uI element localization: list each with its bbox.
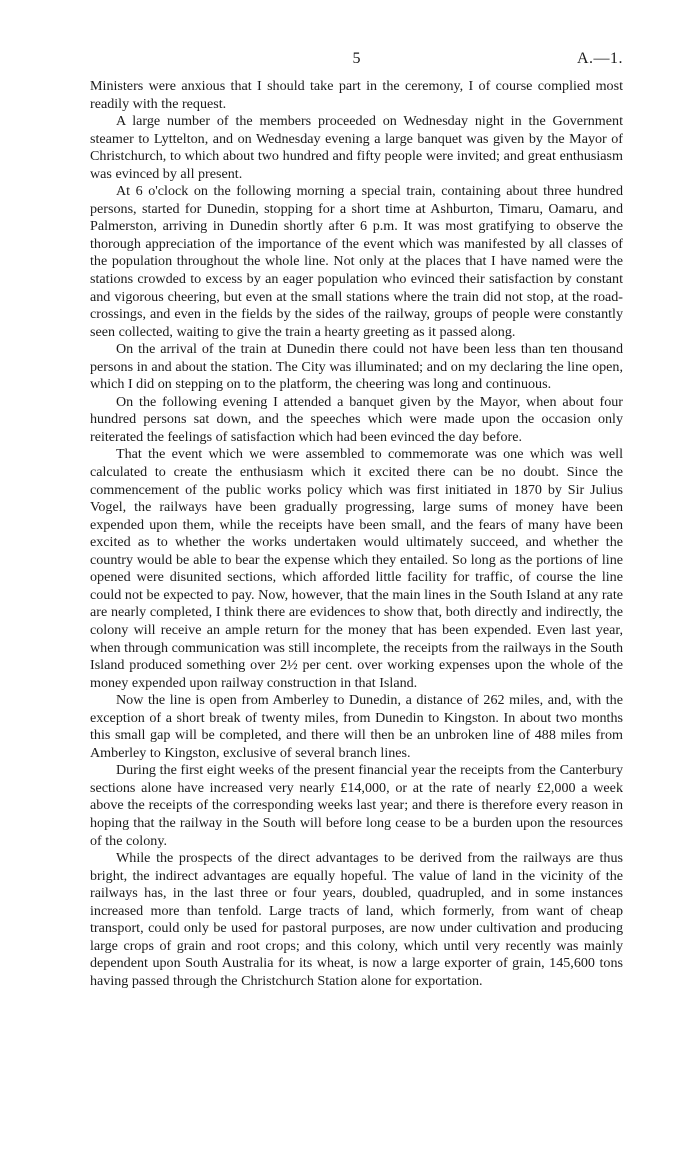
page-header bbox=[90, 50, 623, 72]
paragraph: Now the line is open from Amberley to Dunedin, a distance of 262 miles, and, with the exception of a short break of twenty miles, from Dunedin to Kingston. In about two months this small gap will be completed, and there will then be an unbroken line of 488 miles from Amberley to Kingston, exclusive of several branch lines. bbox=[90, 692, 623, 761]
paragraph: On the arrival of the train at Dunedin there could not have been less than ten thousand persons in and about the station. The City was illuminated; and on my declaring the line open, which I did on stepping on to the platform, the cheering was long and continuous. bbox=[90, 341, 623, 393]
paragraph: A large number of the members proceeded on Wednesday night in the Government steamer to Lyttelton, and on Wednesday evening a large banquet was given by the Mayor of Christchurch, to which about two hundred and fifty people were invited; and great enthusiasm was evinced by all present. bbox=[90, 113, 623, 182]
page-number: 5 bbox=[352, 50, 361, 67]
paragraph: At 6 o'clock on the following morning a special train, containing about three hundred persons, started for Dunedin, stopping for a short time at Ashburton, Timaru, Oamaru, and Palmerston, arriving in Dunedin shortly after 6 p.m. It was most gratifying to observe the thorough appreciation of the importance of the event which was manifested by all classes of the population throughout the whole line. Not only at the places that I have named were the stations crowded to excess by an eager population who evinced their satisfaction by constant and vigorous cheering, but even at the small stations where the train did not stop, at the road-crossings, and even in the fields by the sides of the railway, groups of people were constantly seen collected, waiting to give the train a hearty greeting as it passed along. bbox=[90, 183, 623, 340]
paper-reference: A.—1. bbox=[576, 50, 623, 67]
paragraph: That the event which we were assembled to commemorate was one which was well calculated to create the enthusiasm which it excited there can be no doubt. Since the commencement of the public works policy which was first initiated in 1870 by Sir Julius Vogel, the railways have been gradually progressing, large sums of money have been expended upon them, while the receipts have been small, and the fears of many have been excited as to whether the works undertaken would ultimately succeed, and whether the country would be able to bear the expense which they entailed. So long as the portions of line opened were disunited sections, which afforded little facility for traffic, of course the line could not be expected to pay. Now, however, that the main lines in the South Island at any rate are nearly completed, I think there are evidences to show that, both directly and indirectly, the colony will receive an ample return for the money that has been expended. Even last year, when through communication was still incomplete, the receipts from the railways in the South Island produced something over 2½ per cent. over working expenses upon the whole of the money expended upon railway construction in that Island. bbox=[90, 446, 623, 691]
paragraph: While the prospects of the direct advantages to be derived from the railways are thus bright, the indirect advantages are equally hopeful. The value of land in the vicinity of the railways has, in the last three or four years, doubled, quadrupled, and in some instances increased more than tenfold. Large tracts of land, which formerly, from want of cheap transport, could only be used for pastoral purposes, are now under cultivation and producing large crops of grain and root crops; and this colony, which until very recently was mainly dependent upon South Australia for its wheat, is now a large exporter of grain, 145,600 tons having passed through the Christchurch Station alone for exportation. bbox=[90, 850, 623, 989]
body-text bbox=[90, 78, 623, 990]
paragraph: On the following evening I attended a banquet given by the Mayor, when about four hundred persons sat down, and the speeches which were made upon the occasion only reiterated the feelings of satisfaction which had been evinced the day before. bbox=[90, 393, 623, 445]
paragraph: During the first eight weeks of the present financial year the receipts from the Canterbury sections alone have increased very nearly £14,000, or at the rate of nearly £2,000 a week above the receipts of the corresponding weeks last year; and there is therefore every reason in hoping that the railway in the South will before long cease to be a burden upon the resources of the colony. bbox=[90, 762, 623, 849]
paragraph: Ministers were anxious that I should take part in the ceremony, I of course complied most readily with the request. bbox=[90, 78, 623, 112]
